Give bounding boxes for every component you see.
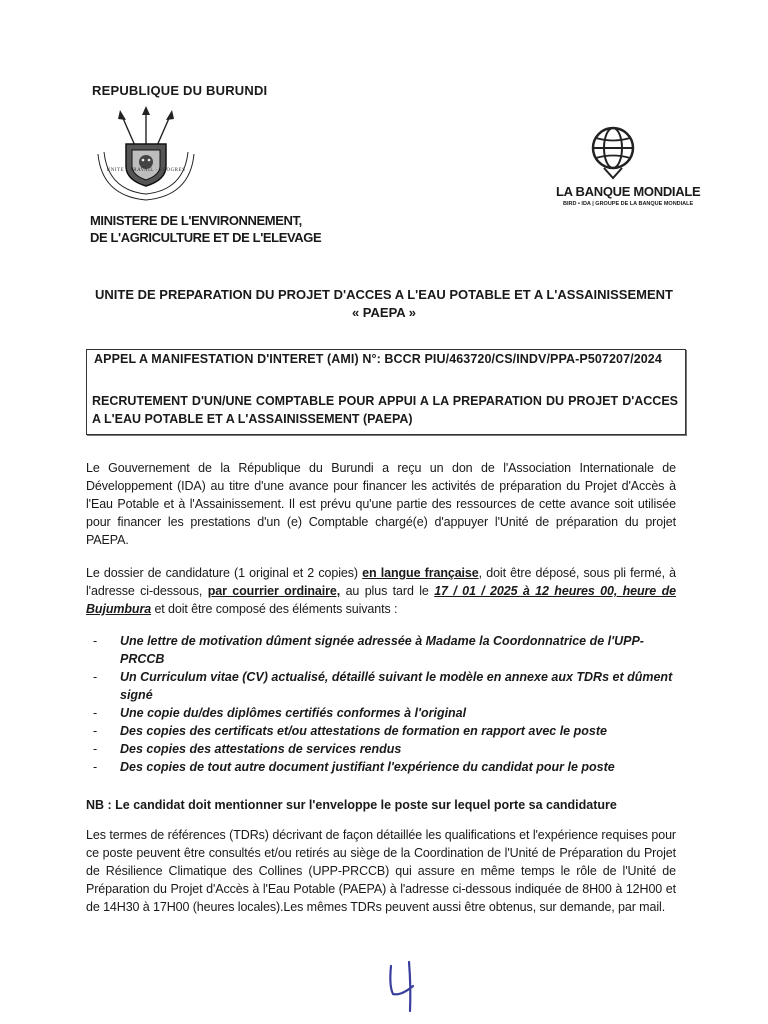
seal-motto: UNITE · TRAVAIL · PROGRES [106,168,186,173]
application-text-a: Le dossier de candidature (1 original et 2 copies) [86,566,363,580]
intro-paragraph: Le Gouvernement de la République du Burundi a reçu un don de l'Association Internationale de Développement (IDA) au titre d'une avance pour financer les activités de préparation du Projet d'Accès à l'Eau Potable et à l'Assainissement. Il est prévu qu'une partie des ressources de cette avance soit utilisée pour financer les prestations d'un (e) Comptable chargé(e) d'appuyer l'Unité de préparation du projet PAEPA. [86,461,676,547]
unit-title-line-1: UNITE DE PREPARATION DU PROJET D'ACCES A L'EAU POTABLE ET A L'ASSAINISSEMENT [95,287,673,302]
deadline: 17 / 01 / 2025 à 12 heures 00, heure de Bujumbura [86,584,676,616]
list-item-text: Des copies des certificats et/ou attestations de formation en rapport avec le poste [120,724,607,738]
list-item-text: Des copies des attestations de services rendus [120,742,402,756]
list-item [93,632,683,668]
list-marker: - [93,706,98,720]
handwritten-page-number [383,956,423,1016]
list-item [93,722,683,740]
list-item-text: Un Curriculum vitae (CV) actualisé, détaillé suivant le modèle en annexe aux TDRs et dûment signé [120,670,673,702]
list-marker: - [93,634,98,648]
application-text-c: au plus tard le [340,584,435,598]
list-item [93,740,683,758]
nb-note: NB : Le candidat doit mentionner sur l'enveloppe le poste sur lequel porte sa candidature [86,798,617,812]
language-requirement: en langue française [362,566,479,580]
list-item-text: Une lettre de motivation dûment signée adressée à Madame la Coordonnatrice de l'UPP-PRCCB [120,634,644,666]
list-item [93,668,683,704]
burundi-coat-of-arms [92,106,200,206]
title-box [86,349,686,435]
list-item [93,704,683,722]
list-marker: - [93,724,98,738]
list-marker: - [93,760,98,774]
tdr-paragraph: Les termes de références (TDRs) décrivant de façon détaillée les qualifications et l'expérience requises pour ce poste peuvent être consultés et/ou retirés au siège de la Coordination de l'Unité de Préparation du Projet de Résilience Climatique des Collines (UPP-PRCCB) qui assure en même temps le rôle de l'Unité de Préparation du Projet d'Accès à l'Eau Potable (PAEPA) à l'adresse ci-dessous indiquée de 8H00 à 12H00 et de 14H30 à 17H00 (heures locales).Les mêmes TDRs peuvent aussi être obtenus, sur demande, par mail. [86,828,676,914]
delivery-method: par courrier ordinaire, [207,584,341,598]
republic-title: REPUBLIQUE DU BURUNDI [92,83,268,98]
application-text-b: , doit être déposé, sous pli fermé, à l'adresse ci-dessous, [86,566,677,598]
globe-icon [590,125,636,181]
ministry-line-2: DE L'AGRICULTURE ET DE L'ELEVAGE [90,230,322,245]
list-marker: - [93,742,98,756]
unit-title-line-2: « PAEPA » [351,305,417,320]
required-documents-list [93,632,683,776]
world-bank-name: LA BANQUE MONDIALE [556,184,701,199]
list-item-text: Des copies de tout autre document justifiant l'expérience du candidat pour le poste [120,760,615,774]
ministry-name [90,212,321,246]
ami-reference: APPEL A MANIFESTATION D'INTERET (AMI) N°: BCCR PIU/463720/CS/INDV/PPA-P507207/2024 [94,352,662,366]
recruitment-title: RECRUTEMENT D'UN/UNE COMPTABLE POUR APPUI A LA PREPARATION DU PROJET D'ACCES A L'EAU POTABLE ET A L'ASSAINISSEMENT (PAEPA) [92,394,678,426]
unit-title [60,286,708,322]
world-bank-subtitle: BIRD • IDA | GROUPE DE LA BANQUE MONDIALE [563,201,694,207]
list-marker: - [93,670,98,684]
list-item-text: Une copie du/des diplômes certifiés conformes à l'original [120,706,467,720]
application-text-d: et doit être composé des éléments suivants : [151,602,398,616]
application-paragraph [86,564,676,618]
list-item [93,758,683,776]
ministry-line-1: MINISTERE DE L'ENVIRONNEMENT, [90,213,302,228]
